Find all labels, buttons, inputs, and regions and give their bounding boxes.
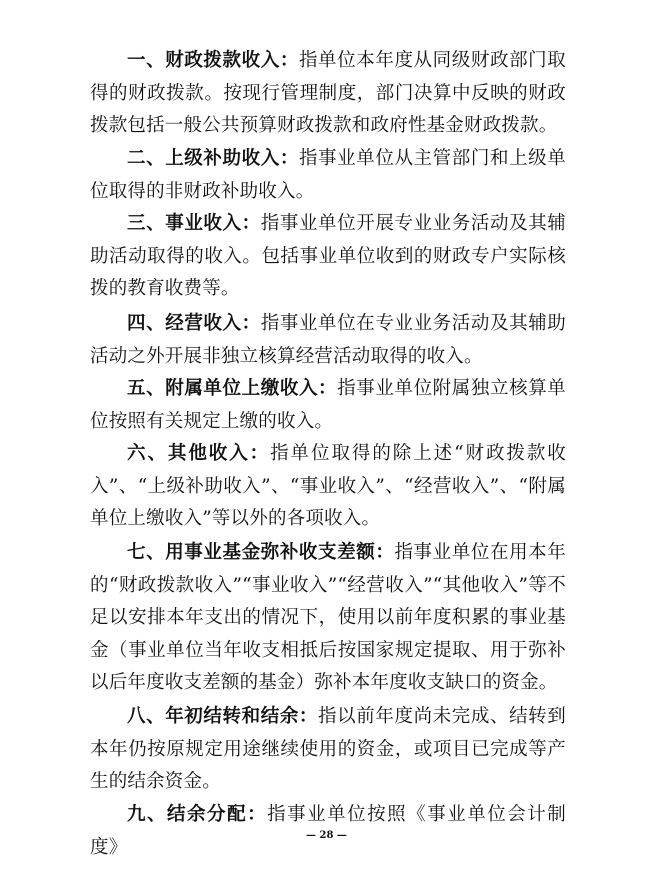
paragraph-5 xyxy=(90,373,566,438)
definition-9: 指事业单位按照《事业单位会计制度》 xyxy=(90,804,566,858)
term-1: 一、财政拨款收入： xyxy=(127,50,299,71)
term-7: 七、用事业基金弥补收支差额： xyxy=(127,542,395,563)
definition-4: 指事业单位在专业业务活动及其辅助活动之外开展非独立核算经营活动取得的收入。 xyxy=(90,313,566,367)
definition-2: 指事业单位从主管部门和上级单位取得的非财政补助收入。 xyxy=(90,148,566,202)
definition-6: 指单位取得的除上述“财政拨款收入”、“上级补助收入”、“事业收入”、“经营收入”、“附属单位上缴收入”等以外的各项收入。 xyxy=(90,443,566,529)
term-4: 四、经营收入： xyxy=(127,313,261,334)
paragraph-6 xyxy=(90,438,566,536)
term-9: 九、结余分配： xyxy=(127,804,268,825)
definition-3: 指事业单位开展专业业务活动及其辅助活动取得的收入。包括事业单位收到的财政专户实际核拨的教育收费等。 xyxy=(90,213,566,299)
paragraph-8 xyxy=(90,701,566,799)
definition-8: 指以前年度尚未完成、结转到本年仍按原规定用途继续使用的资金，或项目已完成等产生的结余资金。 xyxy=(90,706,566,792)
definition-7: 指事业单位在用本年的“财政拨款收入”“事业收入”“经营收入”“其他收入”等不足以安排本年支出的情况下，使用以前年度积累的事业基金（事业单位当年收支相抵后按国家规定提取、用于弥补以后年度收支差额的基金）弥补本年度收支缺口的资金。 xyxy=(90,542,566,693)
paragraph-4 xyxy=(90,308,566,373)
term-2: 二、上级补助收入： xyxy=(127,148,299,169)
definition-5: 指事业单位附属独立核算单位按照有关规定上缴的收入。 xyxy=(90,378,567,432)
page-number: — 28 — xyxy=(306,830,347,841)
paragraph-2 xyxy=(90,143,566,208)
paragraph-7 xyxy=(90,537,566,700)
paragraph-3 xyxy=(90,208,566,306)
definition-1: 指单位本年度从同级财政部门取得的财政拨款。按现行管理制度，部门决算中反映的财政拨款包括一般公共预算财政拨款和政府性基金财政拨款。 xyxy=(90,50,566,136)
term-5: 五、附属单位上缴收入： xyxy=(127,378,338,399)
term-6: 六、其他收入： xyxy=(127,443,271,464)
term-3: 三、事业收入： xyxy=(127,213,261,234)
term-8: 八、年初结转和结余： xyxy=(127,706,319,727)
paragraph-1 xyxy=(90,45,566,143)
